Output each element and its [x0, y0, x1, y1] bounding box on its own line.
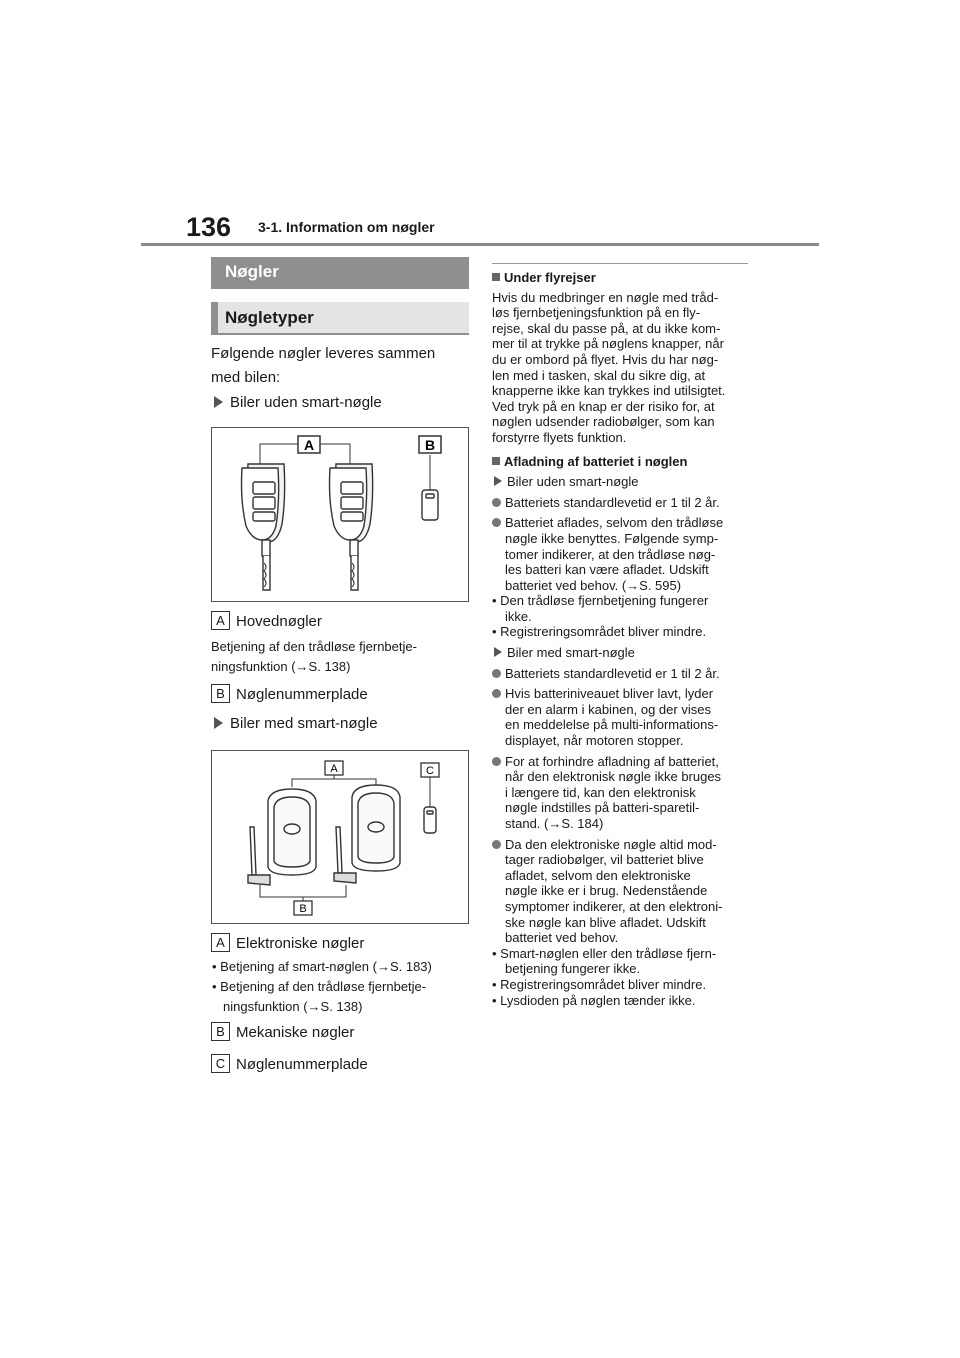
dot-bullet-icon [492, 757, 501, 766]
item-key-plate-1: B Nøglenummerplade [211, 683, 368, 707]
triangle-icon [494, 647, 502, 657]
triangle-icon [494, 476, 502, 486]
item-electronic-keys-bullets: • Betjening af smart-nøglen (→S. 183) • Betjening af den trådløse fjernbetje- ningsfunktion (→S. 138) [212, 959, 432, 1014]
chapter-heading: Nøgler [211, 257, 469, 289]
item-main-keys-desc: Betjening af den trådløse fjernbetje- ningsfunktion (→S. 138) [211, 639, 417, 674]
label-a: A [330, 763, 338, 775]
label-b-badge: B [211, 684, 230, 703]
main-key-2 [330, 464, 373, 590]
dot-item-discharge-1: Batteriet aflades, selvom den trådløse nøgle ikke benyttes. Følgende symp- tomer indikerer, at den trådløse nøg- les batteri kan være afladet. Udskift batteriet ved behov. (→S. 595) [492, 515, 754, 593]
dot-bullet-icon [492, 669, 501, 678]
bullet-led-off: • Lysdioden på nøglen tænder ikke. [492, 992, 696, 1008]
section-title: 3-1. Information om nøgler [258, 219, 435, 235]
square-bullet-icon [492, 273, 500, 281]
dot-item-lifetime-2: Batteriets standardlevetid er 1 til 2 år. [492, 666, 754, 682]
heading-battery: Afladning af batteriet i nøglen [492, 454, 754, 470]
bullet-range-smaller-1: • Registreringsområdet bliver mindre. [492, 624, 707, 640]
square-bullet-icon [492, 457, 500, 465]
main-key-1 [242, 464, 285, 590]
header-rule [141, 243, 819, 246]
intro-text: Følgende nøgler leveres sammen med bilen: [211, 345, 436, 386]
case-no-smart-key: Biler uden smart-nøgle [214, 391, 382, 415]
case-no-smart-key-right: Biler uden smart-nøgle [492, 474, 754, 490]
dot-bullet-icon [492, 840, 501, 849]
dot-bullet-icon [492, 689, 501, 698]
page-number: 136 [186, 212, 232, 242]
section-heading: Nøgletyper [211, 302, 469, 335]
figure-keys-smart [211, 750, 469, 924]
label-a-badge: A [211, 933, 230, 952]
right-column [492, 270, 754, 1008]
key-number-plate [422, 490, 438, 520]
label-b: B [299, 903, 307, 915]
item-electronic-keys: A Elektroniske nøgler [211, 932, 364, 956]
case-smart-key: Biler med smart-nøgle [214, 712, 378, 736]
label-b-badge: B [211, 1022, 230, 1041]
dot-item-lifetime-1: Batteriets standardlevetid er 1 til 2 år. [492, 495, 754, 511]
key-number-plate [424, 807, 436, 833]
item-mechanical-keys: B Mekaniske nøgler [211, 1021, 354, 1045]
bullet-range-smaller-2: • Registreringsområdet bliver mindre. [492, 976, 707, 992]
label-a-badge: A [211, 611, 230, 630]
bullet-remote-not-working: • Den trådløse fjernbetjening fungerer ikke. [492, 593, 709, 624]
item-key-plate-2: C Nøglenummerplade [211, 1053, 368, 1077]
paragraph-flights: Hvis du medbringer en nøgle med tråd- løs fjernbetjeningsfunktion på en fly- rejse, skal du passe på, at du ikke kom- mer til at trykke på nøglens knapper, når du er ombord på flyet. Hvis du har nøg- len med i tasken, skal du sikre dig, at knapperne ikke kan trykkes ind utilsigtet. Ved tryk på en knap er der risiko for, at nøglen udsender radiobølger, som kan forstyrre flyets funktion. [492, 289, 726, 445]
triangle-icon [214, 396, 223, 408]
triangle-icon [214, 717, 223, 729]
label-c-badge: C [211, 1054, 230, 1073]
smart-key-2 [352, 785, 400, 871]
item-main-keys: A Hovednøgler [211, 610, 322, 634]
mechanical-key-1 [248, 827, 270, 885]
label-c: C [426, 765, 434, 777]
label-a: A [303, 437, 315, 453]
dot-bullet-icon [492, 498, 501, 507]
dot-item-alarm: Hvis batteriniveauet bliver lavt, lyder der en alarm i kabinen, og der vises en meddelelse på multi-informations- displayet, når motoren stopper. [492, 686, 754, 748]
smart-key-1 [268, 789, 316, 875]
dot-item-battery-saver: For at forhindre afladning af batteriet, når den elektronisk nøgle ikke bruges i længere tid, kan den elektronisk nøgle indstilles på batteri-sparetil- stand. (→S. 184) [492, 754, 754, 832]
case-smart-key-right: Biler med smart-nøgle [492, 645, 754, 661]
bullet-smart-key-not-working: • Smart-nøglen eller den trådløse fjern- betjening fungerer ikke. [492, 945, 717, 977]
dot-bullet-icon [492, 518, 501, 527]
right-column-rule [492, 263, 748, 264]
label-b: B [424, 437, 436, 453]
figure-keys-no-smart [211, 427, 469, 602]
heading-flights: Under flyrejser [492, 270, 754, 286]
dot-item-radio-waves: Da den elektroniske nøgle altid mod- tager radiobølger, vil batteriet blive afladet, selvom den elektroniske nøgle ikke er i brug. Nedenstående symptomer indikerer, at den elektroni- ske nøgle kan blive afladet. Udskift batteriet ved behov. [492, 837, 754, 946]
